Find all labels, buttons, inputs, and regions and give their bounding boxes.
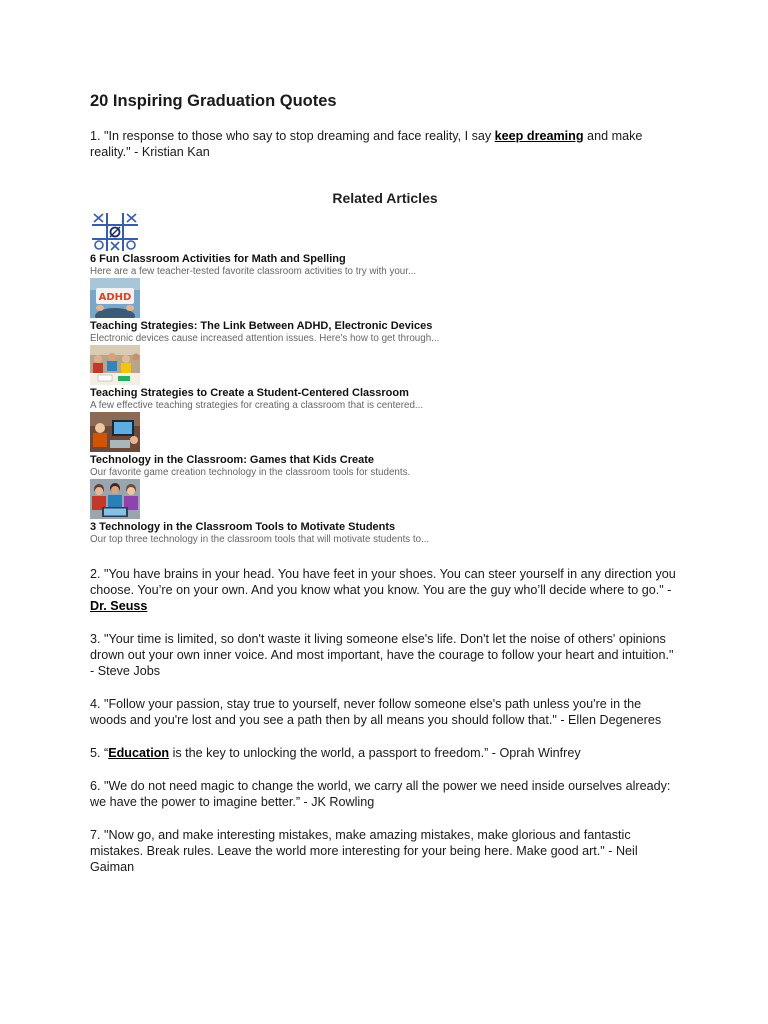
quote-1-text: 1. "In response to those who say to stop dreaming and face reality, I say [90,129,495,143]
kids-computer-photo [90,412,140,452]
quote-2 [90,566,680,614]
page-title: 20 Inspiring Graduation Quotes [90,92,337,110]
related-articles [90,190,680,546]
article-description: A few effective teaching strategies for creating a classroom that is centered... [90,400,424,411]
quote-7: 7. "Now go, and make interesting mistakes, make amazing mistakes, make glorious and fantastic mistakes. Break rules. Leave the world more interesting for your being here. Make good art." - Neil Gaiman [90,828,638,874]
quote-5 [90,745,680,761]
related-articles-heading: Related Articles [332,190,438,206]
tic-tac-toe-icon [90,211,140,251]
dr-seuss-link[interactable]: Dr. Seuss [90,599,148,613]
article-description: Our favorite game creation technology in the classroom tools for students. [90,467,411,478]
quote-3: 3. "Your time is limited, so don't waste it living someone else's life. Don't let the noise of others' opinions drown out your own inner voice. And most important, have the courage to follow your heart and intuition." - Steve Jobs [90,632,674,678]
article-title[interactable]: Technology in the Classroom: Games that Kids Create [90,454,375,466]
quote-5-text: is the key to unlocking the world, a passport to freedom.” - Oprah Winfrey [169,746,581,760]
related-article[interactable] [90,345,680,412]
keep-dreaming-link[interactable]: keep dreaming [494,129,584,143]
education-link[interactable]: Education [108,746,170,760]
article-title[interactable]: Teaching Strategies: The Link Between ADHD, Electronic Devices [90,320,433,332]
quote-1-attribution: and make reality." - Kristian Kan [90,129,643,159]
document-page [90,92,680,892]
article-description: Electronic devices cause increased attention issues. Here's how to get through... [90,333,440,344]
article-description: Our top three technology in the classroom tools that will motivate students to... [90,534,430,545]
quotes-list [90,566,680,875]
quote-6: 6. "We do not need magic to change the world, we carry all the power we need inside ourselves already: we have the power to imagine better.” - JK Rowling [90,779,671,809]
related-article[interactable] [90,211,680,278]
students-tablet-photo [90,479,140,519]
related-article[interactable] [90,278,680,345]
related-article[interactable] [90,412,680,479]
quote-2-text: 2. "You have brains in your head. You have feet in your shoes. You can steer yourself in any direction you choose. You’re on your own. And you know what you know. You are the guy who’ll decide where to go." - [90,567,676,597]
classroom-photo [90,345,140,385]
article-title[interactable]: 3 Technology in the Classroom Tools to Motivate Students [90,521,396,533]
article-title[interactable]: Teaching Strategies to Create a Student-Centered Classroom [90,387,409,399]
related-article[interactable] [90,479,680,546]
quote-5-open: 5. “ [90,746,109,760]
adhd-sign-text: ADHD [98,292,132,303]
quote-1 [90,128,680,160]
article-description: Here are a few teacher-tested favorite classroom activities to try with your... [90,266,417,277]
adhd-photo [90,278,140,318]
article-title[interactable]: 6 Fun Classroom Activities for Math and Spelling [90,253,346,265]
quote-4: 4. "Follow your passion, stay true to yourself, never follow someone else's path unless you're in the woods and you're lost and you see a path then by all means you should follow that." - Ellen Degeneres [90,697,662,727]
